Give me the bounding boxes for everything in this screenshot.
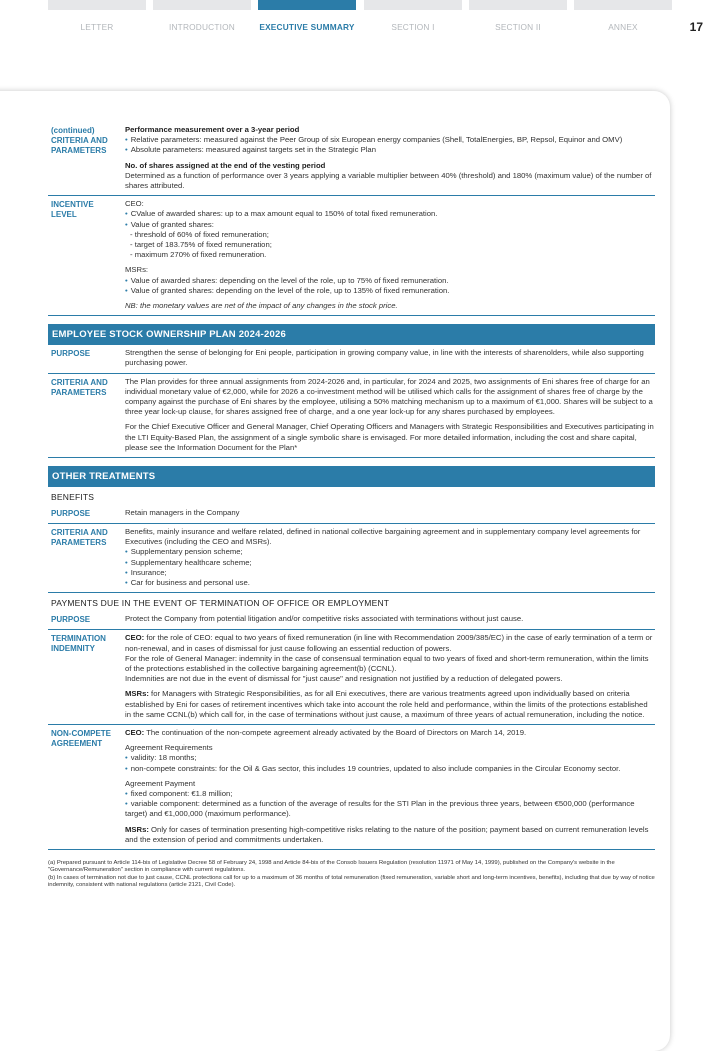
section-header-other-treatments: OTHER TREATMENTS: [48, 466, 655, 487]
list-item: • validity: 18 months;: [125, 753, 655, 763]
lead-text: CEO:: [125, 727, 145, 737]
row-label: PURPOSE: [51, 509, 91, 519]
row-label: [48, 728, 125, 845]
tab-bar: [258, 0, 356, 10]
row-label-line: TERMINATION: [51, 634, 106, 644]
list-item: • Supplementary pension scheme;: [125, 547, 655, 557]
row-label-line: CRITERIA AND: [51, 528, 108, 538]
row-text: [125, 348, 655, 368]
table-row-payments-purpose: [48, 611, 655, 630]
row-text: [125, 377, 655, 453]
paragraph: Indemnities are not due in the event of dismissal for "just cause" and resignation not justified by a reduction of delegated powers.: [125, 674, 563, 684]
subheading: No. of shares assigned at the end of the vesting period: [125, 160, 326, 170]
lead-text: MSRs:: [125, 824, 149, 834]
paragraph: Protect the Company from potential litigation and/or competitive risks associated with terminations without just cause.: [125, 614, 524, 624]
tab-executive-summary[interactable]: [258, 0, 356, 32]
row-label-line: NON-COMPETE: [51, 728, 111, 738]
tab-bar: [574, 0, 672, 10]
row-text: [125, 199, 655, 311]
tab-section-1[interactable]: [364, 0, 462, 32]
lead-text: MSRs:: [125, 689, 149, 699]
row-label-line: PARAMETERS: [51, 538, 107, 548]
row-label-line: INDEMNITY: [51, 644, 95, 654]
row-label: PURPOSE: [51, 615, 91, 625]
tab-bar: [48, 0, 146, 10]
paragraph: For the role of General Manager: indemnity in the case of consensual termination equal to two years of fixed and short-term remuneration, within the limits of the protections established in the collective bargaining agreement(b) (CCNL).: [125, 653, 649, 673]
row-label: PURPOSE: [51, 349, 91, 359]
tab-label: ANNEX: [608, 22, 638, 32]
table-row-benefits-criteria: [48, 524, 655, 593]
subsection-title-benefits: BENEFITS: [51, 492, 95, 503]
table-row-esop-criteria: [48, 374, 655, 458]
row-label-line: LEVEL: [51, 210, 77, 220]
table-row-incentive-level: [48, 196, 655, 316]
top-navigation: [48, 0, 672, 40]
list-item: • CValue of awarded shares: up to a max amount equal to 150% of total fixed remuneration.: [125, 209, 655, 219]
list-item: • non-compete constraints: for the Oil & Gas sector, this includes 19 countries, updated to also include companies in the Circular Economy sector.: [125, 764, 655, 774]
lead-text: CEO:: [125, 633, 145, 643]
tab-annex[interactable]: [574, 0, 672, 32]
table-row-benefits-purpose: [48, 505, 655, 524]
list-item: • Value of awarded shares: depending on the level of the role, up to 75% of fixed remuneration.: [125, 276, 655, 286]
row-label: [48, 527, 125, 588]
subheading: Performance measurement over a 3-year period: [125, 125, 300, 134]
row-label-line: CRITERIA AND: [51, 136, 108, 145]
page-content: [48, 122, 655, 890]
tab-letter[interactable]: [48, 0, 146, 32]
body-text: for the role of CEO: equal to two years of fixed remuneration (in line with Recommendation 2009/385/EC) in the case of early termination of a term or non-renewal, and in cases of dismissal for just cause following an essential reduction of powers.: [125, 633, 653, 653]
page-number: 17: [689, 20, 703, 34]
row-label-line: PARAMETERS: [51, 146, 107, 155]
subheading: CEO:: [125, 199, 144, 209]
row-text: [125, 508, 655, 519]
tab-label: SECTION I: [391, 22, 435, 32]
paragraph: For the Chief Executive Officer and General Manager, Chief Operating Officers and Managers with Strategic Responsibilities and Executives participating in the LTI Equity-Based Plan, the assignment of a single symbolic share is envisaged. For more detailed information, including the cost and share capital, please see the Information Document for the Plan*: [125, 422, 654, 452]
paragraph: [125, 825, 655, 845]
table-row-non-compete: [48, 725, 655, 850]
list-item: • Value of granted shares:: [125, 220, 655, 230]
row-label-line: PARAMETERS: [51, 387, 107, 397]
sub-item: - threshold of 60% of fixed remuneration;: [130, 229, 269, 239]
subheading: Agreement Requirements: [125, 743, 213, 753]
list-item: • variable component: determined as a function of the average of results for the STI Plan in the previous three years, between €500,000 (performance target) and €1,000,000 (maximum performance).: [125, 799, 655, 819]
footnotes: [48, 860, 655, 890]
row-text: [125, 728, 655, 845]
list-item: • Absolute parameters: measured against targets set in the Strategic Plan: [125, 145, 655, 155]
tab-bar: [153, 0, 251, 10]
section-header-esop: EMPLOYEE STOCK OWNERSHIP PLAN 2024-2026: [48, 324, 655, 345]
subheading: Agreement Payment: [125, 778, 196, 788]
list-item: • Supplementary healthcare scheme;: [125, 558, 655, 568]
body-text: for Managers with Strategic Responsibilities, as for all Eni executives, there are various treatments agreed upon individually based on criteria established by Eni for cases of retirement incentives which take into account the role held and performance, within the limits of the protections established in the same CCNL(b) which call for, in the case of terminations without just cause, a maximum of three years of actual remuneration, including the notice.: [125, 689, 648, 719]
paragraph: Determined as a function of performance over 3 years applying a variable multiplier between 40% (threshold) and 180% (maximum value) of the number of shares attributed.: [125, 170, 652, 191]
list-item: • Relative parameters: measured against the Peer Group of six European energy companies (Shell, TotalEnergies, BP, Repsol, Equinor and OMV): [125, 135, 655, 145]
row-label: [48, 377, 125, 453]
tab-label: INTRODUCTION: [168, 22, 235, 32]
list-item: • Value of granted shares: depending on the level of the role, up to 135% of fixed remuneration.: [125, 286, 655, 296]
list-item: • Insurance;: [125, 568, 655, 578]
list-item: • fixed component: €1.8 million;: [125, 789, 655, 799]
row-label-line: CRITERIA AND: [51, 377, 108, 387]
row-text: [125, 614, 655, 625]
list-item: • Car for business and personal use.: [125, 578, 655, 588]
paragraph: Retain managers in the Company: [125, 508, 240, 518]
footnote: (a) Prepared pursuant to Article 114-bis of Legislative Decree 58 of February 24, 1998 and Article 84-bis of the Consob Issuers Regulation (resolution 11971 of May 14, 1999), published on the Company's website in the "Governance/Remuneration" section in compliance with current regulations.: [48, 859, 615, 874]
sub-item: - maximum 270% of fixed remuneration.: [130, 250, 267, 260]
row-label: [48, 199, 125, 311]
table-row-criteria-continued: [48, 122, 655, 196]
tab-label: LETTER: [80, 22, 114, 32]
body-text: Only for cases of termination presenting high-competitive risks relating to the nature of the position; payment based on current remuneration levels and the extension of period and commitments undertaken.: [125, 824, 649, 844]
row-label: [48, 125, 125, 191]
table-row-termination-indemnity: [48, 630, 655, 725]
paragraph: Strengthen the sense of belonging for Eni people, participation in growing company value, in line with the interests of sharenolders, while also supporting purchasing power.: [125, 348, 644, 368]
tab-bar: [469, 0, 567, 10]
paragraph: [125, 689, 655, 720]
paragraph: [125, 728, 655, 738]
tab-introduction[interactable]: [153, 0, 251, 32]
subheading: MSRs:: [125, 265, 149, 275]
sub-item: - target of 183.75% of fixed remuneration;: [130, 240, 272, 250]
note: NB: the monetary values are net of the impact of any changes in the stock price.: [125, 301, 398, 311]
body-text: The continuation of the non-compete agreement already activated by the Board of Directors on March 14, 2019.: [144, 727, 527, 737]
row-text: [125, 633, 655, 720]
paragraph: The Plan provides for three annual assignments from 2024-2026 and, in particular, for 2024 and 2025, two assignments of Eni shares free of charge for an individual monetary value of €2,000, while for 2026 a co-investment method will be utilised which calls for the assignment of shares free of charge by the company against the purchase of Eni shares by the employee, utilising a 50% matching mechanism up to a maximum of €1,000. Shares will be subject to a three year lock-up clause, for shares assigned free of charge, and a one year lock-up for any shares purchased by employees.: [125, 376, 653, 417]
row-label-line: (continued): [51, 126, 95, 135]
tab-label: SECTION II: [495, 22, 541, 32]
tab-section-2[interactable]: [469, 0, 567, 32]
row-label-line: INCENTIVE: [51, 200, 94, 210]
table-row-esop-purpose: [48, 345, 655, 373]
row-text: [125, 125, 655, 191]
row-label: [48, 633, 125, 720]
row-label-line: AGREEMENT: [51, 738, 103, 748]
row-text: [125, 527, 655, 588]
tab-bar: [364, 0, 462, 10]
footnote: (b) In cases of termination not due to just cause, CCNL protections call for up to a maximum of 36 months of total remuneration (fixed remuneration, variable short and long-term incentives, benefits), including that due by way of notice indemnity, consistent with national regulations (article 2121, Civil Code).: [48, 874, 655, 889]
subsection-title-payments: PAYMENTS DUE IN THE EVENT OF TERMINATION OF OFFICE OR EMPLOYMENT: [51, 598, 390, 609]
tab-label: EXECUTIVE SUMMARY: [259, 22, 355, 32]
paragraph: Benefits, mainly insurance and welfare related, defined in national collective bargaining agreement and in supplementary company level agreements for Executives (including the CEO and MSRs).: [125, 527, 641, 547]
paragraph: [125, 633, 655, 653]
